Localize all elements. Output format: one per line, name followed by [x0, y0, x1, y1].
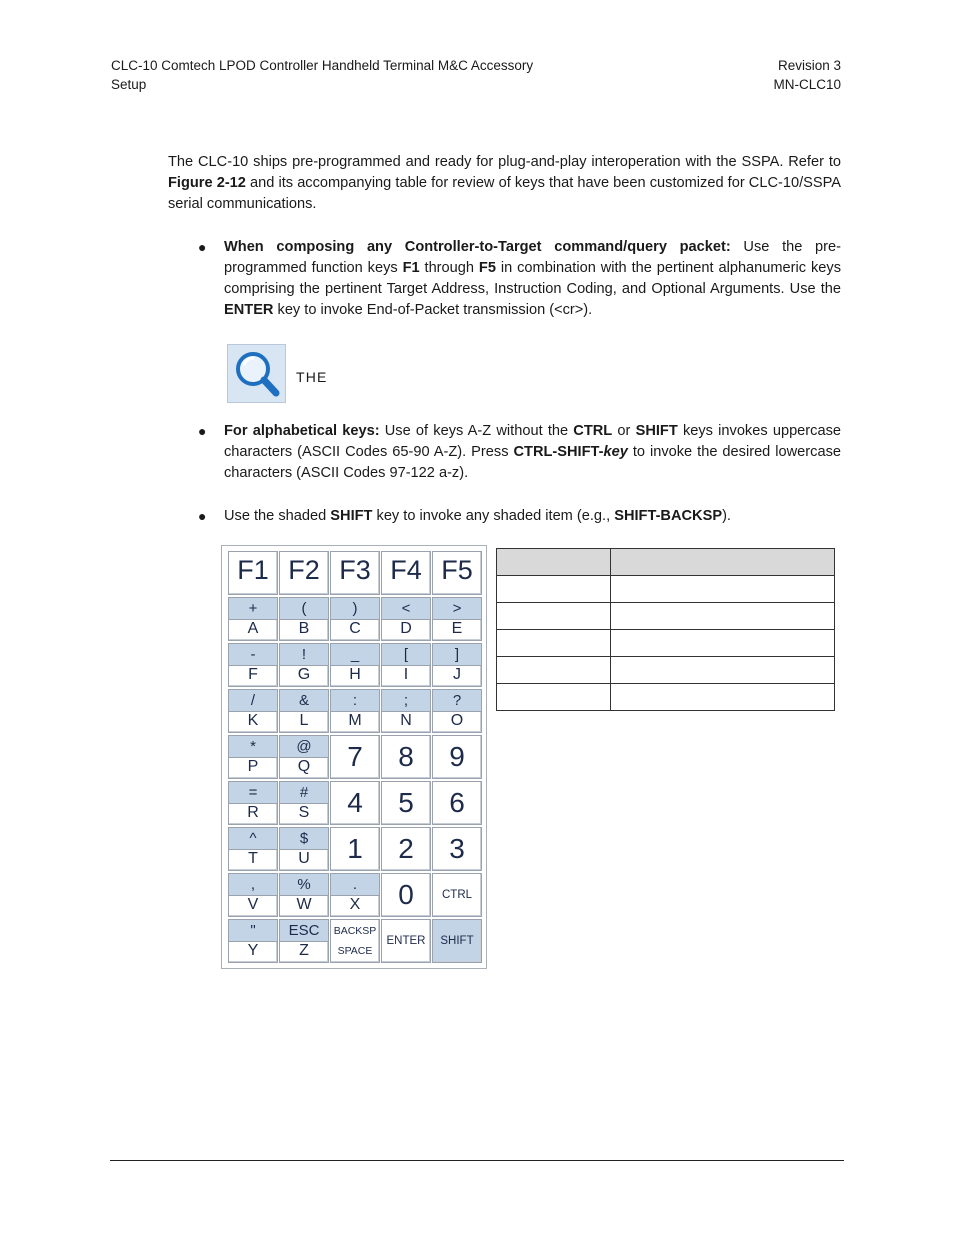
table-cell — [497, 630, 611, 657]
key-f3 — [330, 551, 380, 595]
key-label: K — [247, 712, 259, 729]
key-label: Y — [247, 942, 259, 959]
key-enter — [381, 919, 431, 963]
key-x — [330, 873, 380, 917]
bullet-dot: ● — [198, 508, 207, 524]
key-label: F — [248, 666, 258, 683]
key-c — [330, 597, 380, 641]
key-shift-label: - — [229, 644, 277, 666]
key-n — [381, 689, 431, 733]
key-k — [228, 689, 278, 733]
magnifier-note-icon — [227, 344, 286, 403]
key-shift-label: < — [382, 598, 430, 620]
key-u — [279, 827, 329, 871]
key-table-header-cell — [497, 549, 611, 576]
key-4 — [330, 781, 380, 825]
table-cell — [611, 630, 835, 657]
key-7 — [330, 735, 380, 779]
key-shift — [432, 919, 482, 963]
key-label: SHIFT — [440, 935, 474, 947]
key-d — [381, 597, 431, 641]
key-label: 5 — [398, 787, 414, 818]
key-shift-label: / — [229, 690, 277, 712]
key-label: Q — [297, 758, 311, 775]
key-label: 4 — [347, 787, 363, 818]
key-label: O — [450, 712, 464, 729]
key-label: 9 — [449, 741, 465, 772]
bullet-shift-key: ● Use the shaded SHIFT key to invoke any shaded item (e.g., SHIFT-BACKSP). — [224, 506, 841, 527]
key-shift-label: : — [331, 690, 379, 712]
key-1 — [330, 827, 380, 871]
key-w — [279, 873, 329, 917]
figure-reference: Figure 2-12 — [168, 175, 246, 191]
key-label: CTRL — [441, 889, 473, 901]
key-z — [279, 919, 329, 963]
key-f1 — [228, 551, 278, 595]
key-label: J — [453, 666, 461, 683]
key-label: ENTER — [386, 935, 426, 947]
key-shift-label: ] — [433, 644, 481, 666]
key-label: F5 — [441, 555, 473, 585]
table-cell — [497, 657, 611, 684]
key-label: I — [403, 666, 409, 683]
key-label: U — [298, 850, 310, 867]
table-row — [497, 657, 835, 684]
key-9 — [432, 735, 482, 779]
key-l — [279, 689, 329, 733]
key-3 — [432, 827, 482, 871]
key-label: L — [299, 712, 309, 729]
key-shift-label: [ — [382, 644, 430, 666]
key-0 — [381, 873, 431, 917]
key-f — [228, 643, 278, 687]
key-label: 1 — [347, 833, 363, 864]
key-shift-label: = — [229, 782, 277, 804]
key-label: X — [349, 896, 361, 913]
key-m — [330, 689, 380, 733]
section-name: Setup — [111, 77, 147, 92]
key-q — [279, 735, 329, 779]
table-cell — [497, 684, 611, 711]
key-label: F2 — [288, 555, 320, 585]
key-shift-label: % — [280, 874, 328, 896]
key-e — [432, 597, 482, 641]
key-6 — [432, 781, 482, 825]
key-a — [228, 597, 278, 641]
table-row — [497, 630, 835, 657]
key-label: N — [400, 712, 412, 729]
key-label: A — [247, 620, 259, 637]
key-shift-label: ^ — [229, 828, 277, 850]
key-label: V — [247, 896, 259, 913]
key-shift-label: " — [229, 920, 277, 942]
key-f5 — [432, 551, 482, 595]
key-label-bottom: SPACE — [337, 945, 373, 957]
key-g — [279, 643, 329, 687]
running-header-right — [773, 56, 841, 94]
running-header-left — [111, 56, 533, 94]
bullet-alphabetical-keys: ● For alphabetical keys: Use of keys A-Z without the CTRL or SHIFT keys invokes uppercase characters (ASCII Codes 65-90 A-Z). Press CTRL-SHIFT-key to invoke the desired lowercase characters (ASCII Codes 97-122 a-z). — [198, 423, 841, 481]
key-label: M — [348, 712, 362, 729]
revision-label: Revision 3 — [777, 58, 841, 73]
key-table — [496, 548, 835, 711]
key-table-header-row — [497, 549, 835, 576]
key-label-top: BACKSP — [333, 925, 377, 937]
key-label: 7 — [347, 741, 363, 772]
key-b — [279, 597, 329, 641]
intro-paragraph: The CLC-10 ships pre-programmed and ready for plug-and-play interoperation with the SSPA. Refer to Figure 2-12 and its accompanying table for review of keys that have been customized for CLC-10/SSPA serial communications. — [168, 154, 842, 212]
key-label: E — [451, 620, 463, 637]
key-shift-label: * — [229, 736, 277, 758]
table-row — [497, 684, 835, 711]
key-shift-label: ? — [433, 690, 481, 712]
keypad-figure — [221, 545, 487, 969]
key-label: H — [349, 666, 361, 683]
key-shift-label: ( — [280, 598, 328, 620]
key-f2 — [279, 551, 329, 595]
key-v — [228, 873, 278, 917]
key-s — [279, 781, 329, 825]
table-cell — [611, 603, 835, 630]
key-label: R — [247, 804, 259, 821]
footer-rule — [110, 1160, 844, 1161]
key-shift-label: ) — [331, 598, 379, 620]
key-p — [228, 735, 278, 779]
table-cell — [611, 657, 835, 684]
key-shift-label: ! — [280, 644, 328, 666]
key-t — [228, 827, 278, 871]
document-number: MN-CLC10 — [773, 77, 841, 92]
bullet-dot: ● — [198, 239, 207, 255]
key-h — [330, 643, 380, 687]
table-cell — [497, 576, 611, 603]
key-shift-label: ESC — [280, 920, 328, 942]
key-ctrl — [432, 873, 482, 917]
key-label: 2 — [398, 833, 414, 864]
table-cell — [611, 576, 835, 603]
key-label: B — [298, 620, 310, 637]
key-o — [432, 689, 482, 733]
key-shift-label: > — [433, 598, 481, 620]
key-label: G — [297, 666, 311, 683]
key-label: S — [298, 804, 310, 821]
key-shift-label: + — [229, 598, 277, 620]
key-shift-label: & — [280, 690, 328, 712]
key-i — [381, 643, 431, 687]
table-row — [497, 603, 835, 630]
key-shift-label: . — [331, 874, 379, 896]
table-cell — [611, 684, 835, 711]
key-shift-label: _ — [331, 644, 379, 666]
key-label: D — [400, 620, 412, 637]
bullet-dot: ● — [198, 423, 207, 439]
key-2 — [381, 827, 431, 871]
key-label: T — [248, 850, 258, 867]
key-f4 — [381, 551, 431, 595]
document-title: CLC-10 Comtech LPOD Controller Handheld Terminal M&C Accessory — [111, 58, 534, 73]
key-table-header-cell — [611, 549, 835, 576]
key-r — [228, 781, 278, 825]
key-shift-label: , — [229, 874, 277, 896]
key-label: F4 — [390, 555, 422, 585]
table-row — [497, 576, 835, 603]
key-label: 0 — [398, 879, 414, 910]
key-shift-label: ; — [382, 690, 430, 712]
key-label: W — [296, 896, 312, 913]
key-backsp — [330, 919, 380, 963]
key-label: 8 — [398, 741, 414, 772]
key-8 — [381, 735, 431, 779]
key-5 — [381, 781, 431, 825]
key-label: 3 — [449, 833, 465, 864]
key-label: F3 — [339, 555, 371, 585]
key-label: Z — [299, 942, 309, 959]
key-label: 6 — [449, 787, 465, 818]
key-y — [228, 919, 278, 963]
key-shift-label: @ — [280, 736, 328, 758]
key-shift-label: # — [280, 782, 328, 804]
key-j — [432, 643, 482, 687]
note-text: THE — [296, 369, 328, 385]
key-label: P — [247, 758, 259, 775]
key-label: F1 — [237, 555, 269, 585]
table-cell — [497, 603, 611, 630]
bullet-composing-packet: ● When composing any Controller-to-Target command/query packet: Use the pre-programmed function keys F1 through F5 in combination with the pertinent alphanumeric keys comprising the pertinent Target Address, Instruction Coding, and Optional Arguments. Use the ENTER key to invoke End-of-Packet transmission (<cr>). — [198, 239, 842, 318]
key-label: C — [349, 620, 361, 637]
key-shift-label: $ — [280, 828, 328, 850]
